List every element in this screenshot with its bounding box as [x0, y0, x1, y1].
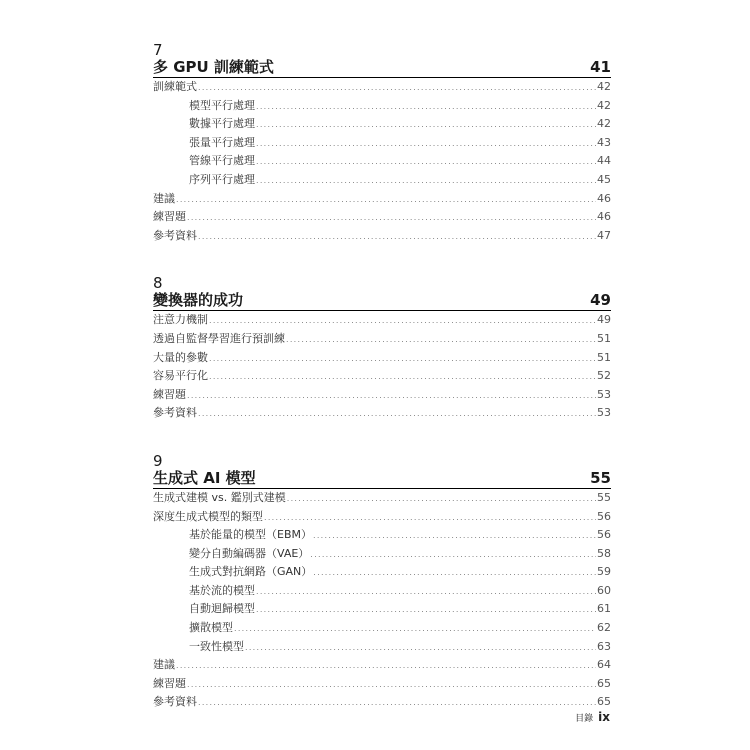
toc-subentry[interactable] [153, 545, 611, 564]
footer-page-number: ix [598, 710, 610, 724]
entry-page-number: 65 [597, 695, 611, 709]
dot-leader [187, 209, 596, 228]
entry-title: 練習題 [153, 387, 186, 401]
entry-title: 生成式建模 vs. 鑑別式建模 [153, 490, 286, 504]
toc-entry[interactable] [153, 330, 611, 349]
entry-page-number: 59 [597, 565, 611, 579]
entry-page-number: 43 [597, 135, 611, 149]
chapter-number: 9 [153, 451, 163, 470]
dot-leader [187, 676, 596, 695]
toc-entry[interactable] [153, 404, 611, 423]
chapter-page-number: 49 [590, 291, 611, 310]
entry-title: 透過自監督學習進行預訓練 [153, 331, 285, 345]
chapter-page-number: 55 [590, 468, 611, 487]
entry-title: 基於能量的模型（EBM） [189, 528, 312, 542]
dot-leader [256, 583, 596, 602]
dot-leader [256, 172, 596, 191]
toc-subentry[interactable] [153, 171, 611, 190]
chapter-section [153, 275, 611, 423]
chapter-number: 7 [153, 41, 163, 59]
chapter-number: 8 [153, 274, 163, 293]
dot-leader [176, 191, 596, 210]
dot-leader [256, 153, 596, 172]
entry-page-number: 52 [597, 369, 611, 383]
dot-leader [198, 79, 596, 98]
entry-title: 序列平行處理 [189, 172, 255, 186]
toc-entry[interactable] [153, 227, 611, 246]
entry-title: 練習題 [153, 676, 186, 690]
toc-entry[interactable] [153, 693, 611, 712]
footer-label: 目錄 [575, 714, 594, 724]
chapter-title: 生成式 AI 模型 [153, 468, 256, 487]
toc-subentry[interactable] [153, 134, 611, 153]
dot-leader [287, 490, 596, 509]
entry-page-number: 62 [597, 621, 611, 635]
chapter-heading[interactable] [153, 58, 611, 78]
entry-page-number: 53 [597, 387, 611, 401]
dot-leader [286, 331, 596, 350]
toc-entry[interactable] [153, 311, 611, 330]
entry-title: 參考資料 [153, 406, 197, 420]
entry-title: 數據平行處理 [189, 117, 255, 131]
entry-page-number: 63 [597, 639, 611, 653]
toc-subentry[interactable] [153, 97, 611, 116]
entry-page-number: 60 [597, 583, 611, 597]
dot-leader [176, 657, 596, 676]
entry-title: 參考資料 [153, 228, 197, 242]
entry-title: 變分自動編碼器（VAE） [189, 546, 310, 560]
dot-leader [310, 546, 596, 565]
chapter-heading[interactable] [153, 291, 611, 311]
dot-leader [313, 527, 596, 546]
entry-title: 生成式對抗網路（GAN） [189, 565, 313, 579]
toc-entry[interactable] [153, 386, 611, 405]
entry-page-number: 55 [597, 490, 611, 504]
toc-entry[interactable] [153, 656, 611, 675]
entry-title: 建議 [153, 191, 175, 205]
toc-entry[interactable] [153, 675, 611, 694]
entry-page-number: 56 [597, 509, 611, 523]
dot-leader [264, 509, 596, 528]
entry-page-number: 58 [597, 546, 611, 560]
dot-leader [256, 98, 596, 117]
toc-entry[interactable] [153, 489, 611, 508]
entry-page-number: 47 [597, 228, 611, 242]
dot-leader [256, 601, 596, 620]
toc-entry[interactable] [153, 78, 611, 97]
chapter-section [153, 453, 611, 712]
toc-subentry[interactable] [153, 563, 611, 582]
dot-leader [256, 116, 596, 135]
dot-leader [198, 228, 596, 247]
entry-page-number: 51 [597, 350, 611, 364]
entry-page-number: 46 [597, 210, 611, 224]
dot-leader [313, 564, 596, 583]
toc-subentry[interactable] [153, 152, 611, 171]
toc-entry[interactable] [153, 190, 611, 209]
dot-leader [209, 312, 596, 331]
dot-leader [209, 368, 596, 387]
entry-title: 張量平行處理 [189, 135, 255, 149]
entry-title: 基於流的模型 [189, 583, 255, 597]
entry-title: 建議 [153, 658, 175, 672]
entry-page-number: 49 [597, 313, 611, 327]
toc-subentry[interactable] [153, 638, 611, 657]
dot-leader [198, 405, 596, 424]
entry-title: 一致性模型 [189, 639, 244, 653]
entry-page-number: 61 [597, 602, 611, 616]
entry-page-number: 51 [597, 331, 611, 345]
table-of-contents [153, 42, 611, 742]
dot-leader [198, 694, 596, 713]
entry-title: 模型平行處理 [189, 98, 255, 112]
entry-page-number: 56 [597, 528, 611, 542]
entry-page-number: 42 [597, 117, 611, 131]
entry-title: 注意力機制 [153, 313, 208, 327]
dot-leader [234, 620, 596, 639]
entry-title: 管線平行處理 [189, 154, 255, 168]
toc-subentry[interactable] [153, 582, 611, 601]
toc-subentry[interactable] [153, 115, 611, 134]
chapter-title: 多 GPU 訓練範式 [153, 58, 274, 76]
entry-title: 深度生成式模型的類型 [153, 509, 263, 523]
entry-page-number: 65 [597, 676, 611, 690]
entry-page-number: 42 [597, 80, 611, 93]
entry-page-number: 53 [597, 406, 611, 420]
entry-title: 自動迴歸模型 [189, 602, 255, 616]
entry-title: 大量的參數 [153, 350, 208, 364]
chapter-section [153, 42, 611, 245]
dot-leader [245, 639, 596, 658]
chapter-heading[interactable] [153, 469, 611, 489]
entry-title: 參考資料 [153, 695, 197, 709]
entry-page-number: 45 [597, 172, 611, 186]
dot-leader [187, 387, 596, 406]
entry-page-number: 64 [597, 658, 611, 672]
dot-leader [256, 135, 596, 154]
entry-page-number: 44 [597, 154, 611, 168]
toc-entry[interactable] [153, 208, 611, 227]
toc-subentry[interactable] [153, 600, 611, 619]
toc-subentry[interactable] [153, 526, 611, 545]
dot-leader [209, 350, 596, 369]
page-footer [575, 710, 610, 724]
entry-title: 訓練範式 [153, 80, 197, 93]
toc-entry[interactable] [153, 367, 611, 386]
entry-title: 擴散模型 [189, 621, 233, 635]
toc-entry[interactable] [153, 349, 611, 368]
toc-subentry[interactable] [153, 619, 611, 638]
chapter-title: 變換器的成功 [153, 291, 244, 310]
entry-title: 練習題 [153, 210, 186, 224]
entry-page-number: 42 [597, 98, 611, 112]
chapter-page-number: 41 [590, 58, 611, 76]
entry-title: 容易平行化 [153, 369, 208, 383]
toc-entry[interactable] [153, 508, 611, 527]
entry-page-number: 46 [597, 191, 611, 205]
